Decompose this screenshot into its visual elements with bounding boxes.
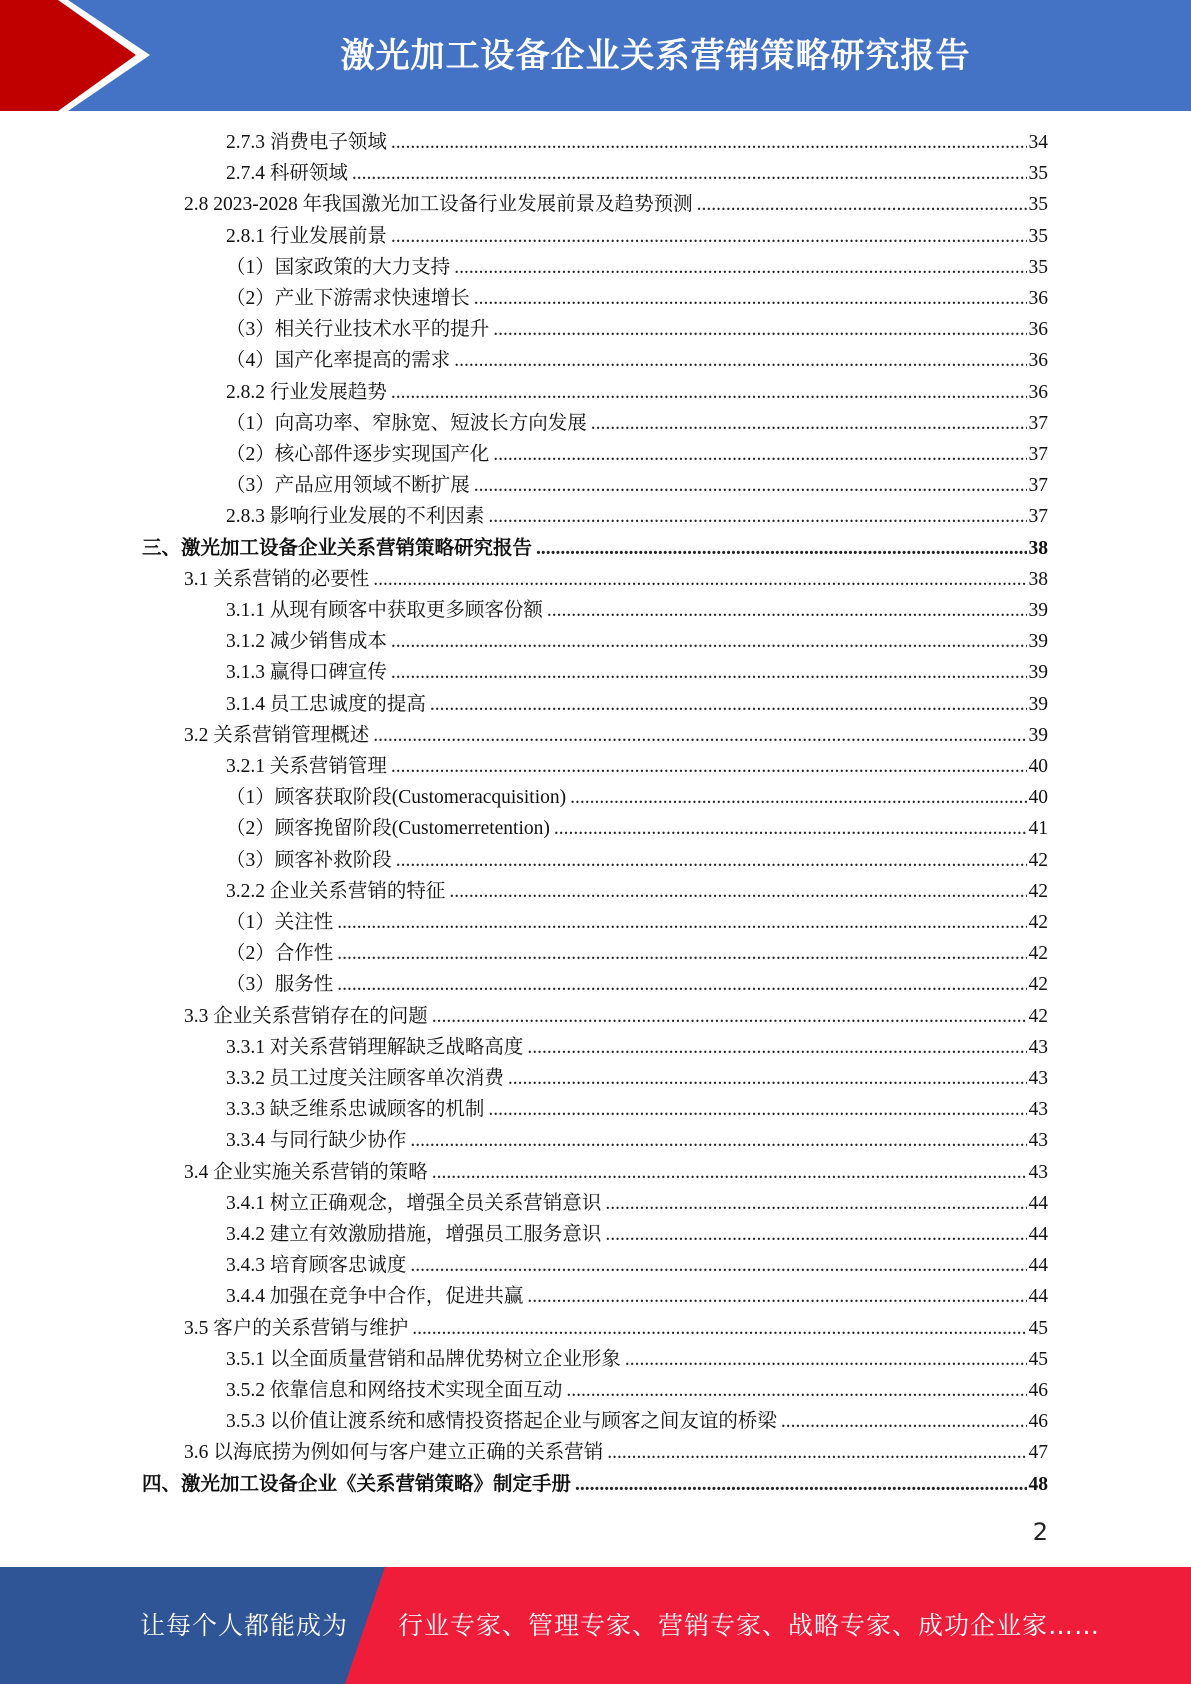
toc-entry-page: 39	[1028, 662, 1048, 684]
toc-dot-leader	[430, 689, 1027, 720]
toc-entry-label: 3.1.2 减少销售成本	[226, 631, 387, 653]
toc-entry-label: 3.3.1 对关系营销理解缺乏战略高度	[226, 1036, 524, 1058]
toc-entry[interactable]	[226, 252, 1048, 283]
toc-entry-page: 37	[1028, 412, 1048, 434]
toc-entry-label: 3.1.4 员工忠诚度的提高	[226, 693, 426, 715]
toc-dot-leader	[373, 564, 1026, 595]
page-header	[0, 0, 1191, 111]
toc-entry-label: 3.2.2 企业关系营销的特征	[226, 880, 446, 902]
toc-dot-leader	[391, 221, 1027, 252]
toc-dot-leader	[493, 314, 1026, 345]
toc-entry[interactable]	[226, 1125, 1048, 1156]
toc-entry[interactable]	[226, 501, 1048, 532]
toc-entry[interactable]	[226, 876, 1048, 907]
toc-dot-leader	[488, 501, 1026, 532]
toc-entry-page: 35	[1028, 194, 1048, 216]
toc-entry-page: 36	[1028, 288, 1048, 309]
toc-entry-label: 3.4.3 培育顾客忠诚度	[226, 1255, 407, 1277]
toc-entry-label: 3.4 企业实施关系营销的策略	[184, 1161, 428, 1183]
toc-entry[interactable]	[226, 1344, 1048, 1375]
toc-entry[interactable]	[226, 657, 1048, 688]
toc-entry-page: 39	[1028, 631, 1048, 653]
toc-entry[interactable]	[184, 564, 1048, 595]
toc-dot-leader	[352, 158, 1027, 189]
toc-entry-label: 3.4.1 树立正确观念，增强全员关系营销意识	[226, 1192, 602, 1214]
toc-entry-page: 37	[1028, 475, 1048, 497]
toc-dot-leader	[337, 969, 1026, 1000]
toc-entry[interactable]	[226, 845, 1048, 876]
toc-entry-page: 42	[1028, 974, 1048, 996]
toc-entry-page: 38	[1028, 568, 1048, 590]
toc-entry[interactable]	[226, 782, 1048, 813]
toc-entry[interactable]	[226, 345, 1048, 376]
toc-entry[interactable]	[142, 1469, 1048, 1500]
toc-entry[interactable]	[226, 283, 1048, 314]
toc-entry-label: 3.6 以海底捞为例如何与客户建立正确的关系营销	[184, 1442, 604, 1464]
toc-entry[interactable]	[142, 533, 1048, 564]
toc-entry-page: 44	[1028, 1255, 1048, 1277]
toc-entry-page: 40	[1028, 787, 1048, 809]
toc-entry-page: 43	[1028, 1068, 1048, 1089]
footer-slogan-right: 行业专家、管理专家、营销专家、战略专家、成功企业家……	[398, 1611, 1101, 1640]
toc-dot-leader	[474, 283, 1027, 314]
toc-entry-page: 36	[1028, 381, 1048, 403]
toc-dot-leader	[412, 1313, 1026, 1344]
toc-entry-label: 3.1.1 从现有顾客中获取更多顾客份额	[226, 600, 543, 621]
toc-entry-page: 44	[1028, 1224, 1048, 1245]
toc-entry-page: 37	[1028, 444, 1048, 465]
toc-entry[interactable]	[226, 1219, 1048, 1250]
toc-entry-page: 35	[1028, 225, 1048, 247]
toc-entry-page: 43	[1028, 1036, 1048, 1058]
toc-dot-leader	[781, 1406, 1027, 1437]
toc-entry[interactable]	[226, 813, 1048, 844]
toc-dot-leader	[605, 1188, 1026, 1219]
toc-entry-label: 3.3.3 缺乏维系忠诚顾客的机制	[226, 1099, 485, 1121]
toc-entry[interactable]	[184, 1313, 1048, 1344]
toc-dot-leader	[373, 720, 1026, 751]
toc-entry-label: 2.7.3 消费电子领域	[226, 132, 387, 153]
toc-entry-label: 2.8 2023-2028 年我国激光加工设备行业发展前景及趋势预测	[184, 194, 693, 216]
toc-dot-leader	[449, 876, 1026, 907]
toc-entry-label: 3.2.1 关系营销管理	[226, 756, 387, 777]
toc-entry-page: 42	[1028, 912, 1048, 933]
toc-entry-label: 3.1 关系营销的必要性	[184, 568, 370, 590]
toc-dot-leader	[488, 1094, 1026, 1125]
toc-entry-label: （1）国家政策的大力支持	[226, 256, 451, 278]
toc-entry-label: （1）向高功率、窄脉宽、短波长方向发展	[226, 412, 587, 434]
toc-dot-leader	[625, 1344, 1027, 1375]
toc-entry-label: （3）相关行业技术水平的提升	[226, 319, 490, 341]
toc-entry[interactable]	[184, 720, 1048, 751]
toc-entry-page: 42	[1028, 880, 1048, 902]
toc-dot-leader	[605, 1219, 1026, 1250]
toc-entry-label: 3.5.2 依靠信息和网络技术实现全面互动	[226, 1380, 563, 1401]
toc-entry[interactable]	[226, 1375, 1048, 1406]
toc-entry[interactable]	[226, 1250, 1048, 1281]
toc-entry-label: 3.5 客户的关系营销与维护	[184, 1317, 409, 1339]
toc-entry[interactable]	[226, 626, 1048, 657]
toc-entry-page: 46	[1028, 1380, 1048, 1401]
toc-dot-leader	[432, 1001, 1027, 1032]
toc-entry[interactable]	[184, 1437, 1048, 1468]
toc-entry-page: 43	[1028, 1161, 1048, 1183]
toc-entry-label: 四、激光加工设备企业《关系营销策略》制定手册	[142, 1473, 572, 1495]
toc-dot-leader	[432, 1157, 1027, 1188]
toc-entry-page: 42	[1028, 1005, 1048, 1027]
toc-dot-leader	[591, 408, 1027, 439]
toc-entry-page: 40	[1028, 756, 1048, 777]
toc-entry[interactable]	[226, 1406, 1048, 1437]
toc-entry-page: 41	[1028, 818, 1048, 840]
toc-entry-page: 44	[1028, 1192, 1048, 1214]
toc-entry[interactable]	[226, 439, 1048, 470]
toc-entry-label: 3.4.2 建立有效激励措施，增强员工服务意识	[226, 1224, 602, 1245]
toc-entry[interactable]	[226, 1094, 1048, 1125]
toc-entry-page: 35	[1028, 256, 1048, 278]
toc-entry-page: 45	[1028, 1317, 1048, 1339]
toc-entry[interactable]	[226, 1032, 1048, 1063]
toc-entry[interactable]	[226, 408, 1048, 439]
toc-dot-leader	[391, 377, 1027, 408]
toc-entry[interactable]	[226, 221, 1048, 252]
toc-dot-leader	[566, 1375, 1026, 1406]
toc-entry-page: 42	[1028, 849, 1048, 871]
footer-slogan-left: 让每个人都能成为	[140, 1611, 349, 1640]
toc-entry-label: 3.4.4 加强在竞争中合作，促进共赢	[226, 1286, 524, 1308]
toc-entry-label: （3）产品应用领域不断扩展	[226, 475, 470, 497]
toc-dot-leader	[337, 907, 1026, 938]
toc-entry-label: 3.2 关系营销管理概述	[184, 724, 370, 746]
toc-entry[interactable]	[226, 1188, 1048, 1219]
toc-dot-leader	[536, 533, 1026, 564]
toc-entry-label: （2）合作性	[226, 943, 334, 965]
toc-dot-leader	[697, 189, 1027, 220]
toc-dot-leader	[391, 751, 1027, 782]
toc-dot-leader	[391, 626, 1027, 657]
toc-entry[interactable]	[184, 1001, 1048, 1032]
toc-entry-label: 3.3 企业关系营销存在的问题	[184, 1005, 428, 1027]
toc-dot-leader	[554, 813, 1027, 844]
toc-entry-page: 47	[1028, 1442, 1048, 1464]
toc-entry-page: 42	[1028, 943, 1048, 965]
toc-entry-label: 3.5.3 以价值让渡系统和感情投资搭起企业与顾客之间友谊的桥梁	[226, 1411, 777, 1433]
header-arrow-icon	[0, 0, 150, 111]
toc-entry[interactable]	[226, 470, 1048, 501]
toc-entry-label: 3.5.1 以全面质量营销和品牌优势树立企业形象	[226, 1348, 621, 1370]
toc-entry[interactable]	[226, 969, 1048, 1000]
toc-dot-leader	[454, 345, 1026, 376]
toc-dot-leader	[396, 845, 1027, 876]
toc-dot-leader	[410, 1250, 1026, 1281]
toc-entry-page: 43	[1028, 1130, 1048, 1152]
toc-entry[interactable]	[226, 127, 1048, 158]
toc-entry-label: （2）顾客挽留阶段(Customerretention)	[226, 818, 550, 840]
toc-entry-label: 2.8.1 行业发展前景	[226, 225, 387, 247]
toc-entry-page: 34	[1028, 132, 1048, 153]
toc-entry-page: 37	[1028, 506, 1048, 528]
toc-dot-leader	[527, 1281, 1026, 1312]
toc-dot-leader	[575, 1469, 1026, 1500]
toc-entry-page: 45	[1028, 1348, 1048, 1370]
toc-entry[interactable]	[184, 1157, 1048, 1188]
toc-entry[interactable]	[226, 1063, 1048, 1094]
toc-entry[interactable]	[226, 314, 1048, 345]
toc-entry-page: 36	[1028, 350, 1048, 372]
toc-entry-page: 48	[1028, 1473, 1048, 1495]
toc-dot-leader	[410, 1125, 1026, 1156]
toc-entry-label: （2）核心部件逐步实现国产化	[226, 444, 490, 465]
toc-entry[interactable]	[226, 689, 1048, 720]
toc-entry-page: 39	[1028, 724, 1048, 746]
toc-entry[interactable]	[226, 158, 1048, 189]
toc-dot-leader	[391, 657, 1027, 688]
toc-entry-label: 3.3.4 与同行缺少协作	[226, 1130, 407, 1152]
toc-dot-leader	[607, 1437, 1026, 1468]
toc-entry-label: （3）服务性	[226, 974, 334, 996]
toc-entry-label: 2.8.2 行业发展趋势	[226, 381, 387, 403]
toc-entry-page: 39	[1028, 600, 1048, 621]
toc-entry-label: （4）国产化率提高的需求	[226, 350, 451, 372]
toc-entry[interactable]	[226, 938, 1048, 969]
toc-entry-label: 3.3.2 员工过度关注顾客单次消费	[226, 1068, 504, 1089]
toc-entry-label: 2.8.3 影响行业发展的不利因素	[226, 506, 485, 528]
toc-entry[interactable]	[184, 189, 1048, 220]
toc-entry-label: （3）顾客补救阶段	[226, 849, 392, 871]
toc-dot-leader	[508, 1063, 1027, 1094]
toc-dot-leader	[454, 252, 1026, 283]
toc-dot-leader	[570, 782, 1026, 813]
toc-dot-leader	[527, 1032, 1026, 1063]
toc-entry-label: （2）产业下游需求快速增长	[226, 288, 470, 309]
toc-entry-label: （1）顾客获取阶段(Customeracquisition)	[226, 787, 567, 809]
page-number: 2	[1032, 1518, 1048, 1546]
page-footer	[0, 1567, 1191, 1684]
toc-dot-leader	[474, 470, 1027, 501]
toc-entry-page: 38	[1028, 537, 1048, 559]
toc-entry-page: 46	[1028, 1411, 1048, 1433]
toc-entry[interactable]	[226, 595, 1048, 626]
toc-entry-page: 35	[1028, 163, 1048, 185]
toc-entry-page: 36	[1028, 319, 1048, 341]
toc-entry-page: 43	[1028, 1099, 1048, 1121]
toc-entry-page: 44	[1028, 1286, 1048, 1308]
toc-entry-label: 2.7.4 科研领域	[226, 163, 348, 185]
toc-entry[interactable]	[226, 377, 1048, 408]
toc-entry-label: 3.1.3 赢得口碑宣传	[226, 662, 387, 684]
toc-entry[interactable]	[226, 907, 1048, 938]
document-title: 激光加工设备企业关系营销策略研究报告	[340, 36, 971, 76]
toc-dot-leader	[493, 439, 1026, 470]
toc-dot-leader	[391, 127, 1027, 158]
toc-entry[interactable]	[226, 751, 1048, 782]
toc-entry[interactable]	[226, 1281, 1048, 1312]
toc-dot-leader	[337, 938, 1026, 969]
toc-entry-label: 三、激光加工设备企业关系营销策略研究报告	[142, 537, 533, 559]
toc-entry-page: 39	[1028, 693, 1048, 715]
toc-dot-leader	[547, 595, 1027, 626]
toc-entry-label: （1）关注性	[226, 912, 334, 933]
